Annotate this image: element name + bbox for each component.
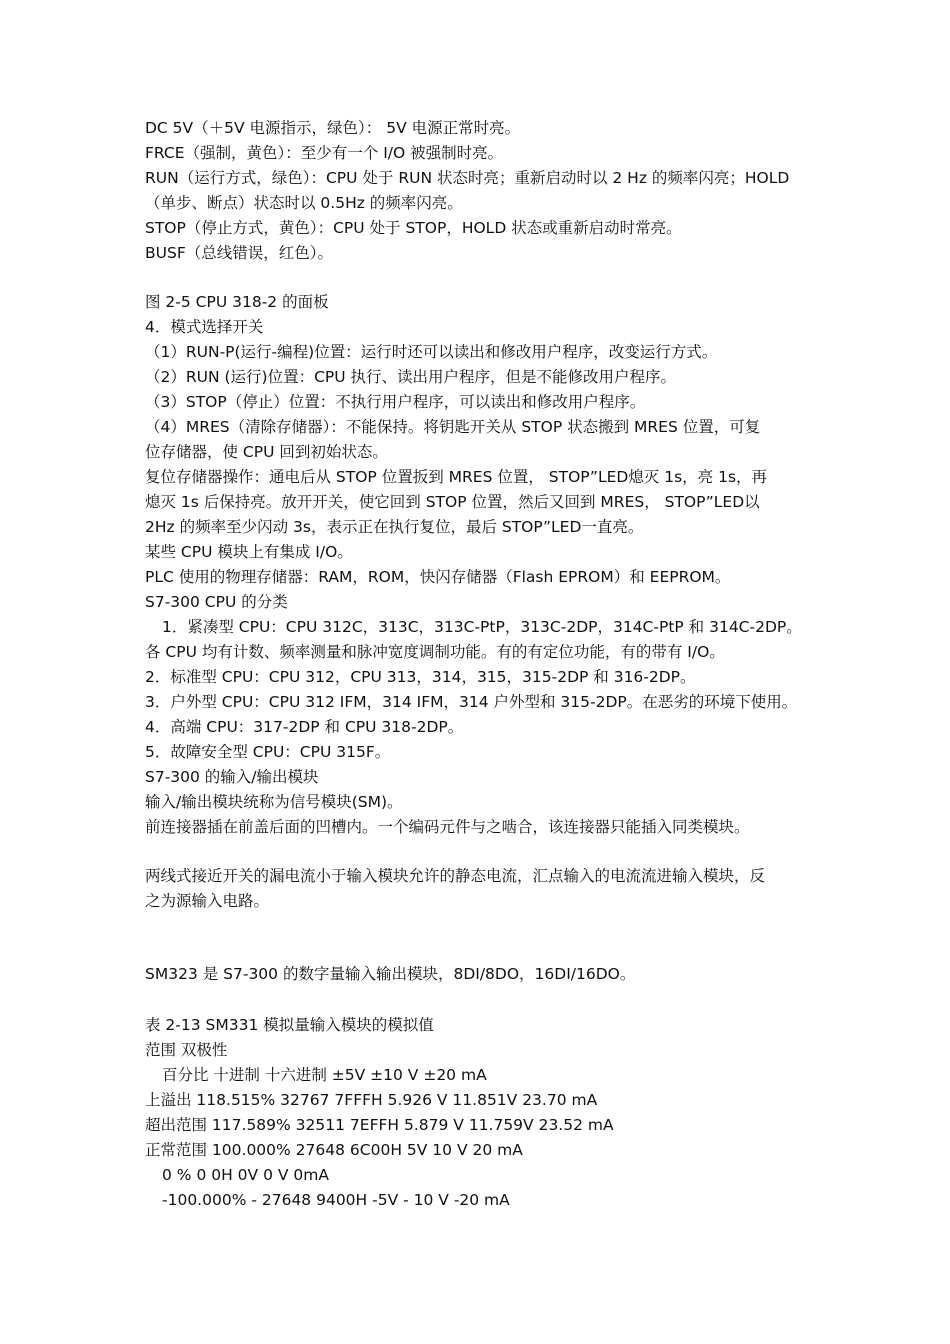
text-line-led-busf: BUSF（总线错误，红色）。 (145, 244, 333, 262)
text-line-led-stop: STOP（停止方式，黄色）：CPU 处于 STOP，HOLD 状态或重新启动时常亮。 (145, 219, 682, 237)
text-line-two-wire: 两线式接近开关的漏电流小于输入模块允许的静态电流，汇点输入的电流流进输入模块，反 (145, 867, 766, 885)
text-line-mres-cont: 位存储器，使 CPU 回到初始状态。 (145, 443, 388, 461)
table-row-overrange: 超出范围 117.589% 32511 7EFFH 5.879 V 11.759V 23.52 mA (145, 1116, 614, 1134)
list-item-standard-cpu: 2．标准型 CPU：CPU 312，CPU 313，314，315，315-2DP 和 316-2DP。 (145, 668, 696, 686)
list-item-compact-cpu: 1．紧凑型 CPU：CPU 312C，313C，313C-PtP，313C-2DP，314C-PtP 和 314C-2DP。 (162, 618, 802, 636)
text-line-led-frce: FRCE（强制，黄色）：至少有一个 I/O 被强制时亮。 (145, 144, 504, 162)
list-item-highend-cpu: 4．高端 CPU：317-2DP 和 CPU 318-2DP。 (145, 718, 464, 736)
list-item-failsafe-cpu: 5．故障安全型 CPU：CPU 315F。 (145, 743, 391, 761)
text-line-led-run-cont: （单步、断点）状态时以 0.5Hz 的频率闪亮。 (145, 194, 463, 212)
table-caption: 表 2-13 SM331 模拟量输入模块的模拟值 (145, 1016, 434, 1034)
text-line-reset-op: 复位存储器操作：通电后从 STOP 位置扳到 MRES 位置， STOP”LED熄灭 1s，亮 1s，再 (145, 468, 768, 486)
text-line-stop: （3）STOP（停止）位置：不执行用户程序，可以读出和修改用户程序。 (145, 393, 646, 411)
table-row-zero: 0 % 0 0H 0V 0 V 0mA (162, 1166, 329, 1184)
text-line-sm323: SM323 是 S7-300 的数字量输入输出模块，8DI/8DO，16DI/16DO。 (145, 965, 636, 983)
text-line-signal-modules: 输入/输出模块统称为信号模块(SM)。 (145, 793, 403, 811)
text-line-two-wire-cont: 之为源输入电路。 (145, 892, 270, 910)
text-line-mres: （4）MRES（清除存储器）：不能保持。将钥匙开关从 STOP 状态搬到 MRES 位置，可复 (145, 418, 761, 436)
table-row-overflow: 上溢出 118.515% 32767 7FFFH 5.926 V 11.851V 23.70 mA (145, 1091, 598, 1109)
table-header-columns: 百分比 十进制 十六进制 ±5V ±10 V ±20 mA (162, 1066, 487, 1084)
text-line-led-run: RUN（运行方式，绿色）：CPU 处于 RUN 状态时亮；重新启动时以 2 Hz 的频率闪亮；HOLD (145, 169, 790, 187)
text-line-run-p: （1）RUN-P(运行-编程)位置：运行时还可以读出和修改用户程序，改变运行方式。 (145, 343, 718, 361)
text-line-led-dc5v: DC 5V（＋5V 电源指示，绿色）： 5V 电源正常时亮。 (145, 119, 521, 137)
section-heading-cpu-types: S7-300 CPU 的分类 (145, 593, 288, 611)
list-item-outdoor-cpu: 3．户外型 CPU：CPU 312 IFM，314 IFM，314 户外型和 315-2DP。在恶劣的环境下使用。 (145, 693, 798, 711)
table-header-range: 范围 双极性 (145, 1041, 228, 1059)
text-line-front-connector: 前连接器插在前盖后面的凹槽内。一个编码元件与之啮合，该连接器只能插入同类模块。 (145, 818, 750, 836)
text-line-compact-cpu-cont: 各 CPU 均有计数、频率测量和脉冲宽度调制功能。有的有定位功能，有的带有 I/O。 (145, 643, 725, 661)
text-line-reset-op-3: 2Hz 的频率至少闪动 3s，表示正在执行复位，最后 STOP”LED一直亮。 (145, 518, 644, 536)
text-line-memory: PLC 使用的物理存储器：RAM，ROM，快闪存储器（Flash EPROM）和 EEPROM。 (145, 568, 731, 586)
section-heading-io-modules: S7-300 的输入/输出模块 (145, 768, 319, 786)
table-row-normal: 正常范围 100.000% 27648 6C00H 5V 10 V 20 mA (145, 1141, 523, 1159)
text-line-reset-op-2: 熄灭 1s 后保持亮。放开开关，使它回到 STOP 位置，然后又回到 MRES， STOP”LED以 (145, 493, 760, 511)
section-heading-mode-switch: 4．模式选择开关 (145, 318, 264, 336)
table-row-negative: -100.000% - 27648 9400H -5V - 10 V -20 mA (162, 1191, 510, 1209)
text-line-integrated-io: 某些 CPU 模块上有集成 I/O。 (145, 543, 353, 561)
figure-caption: 图 2-5 CPU 318-2 的面板 (145, 293, 329, 311)
text-line-run: （2）RUN (运行)位置：CPU 执行、读出用户程序，但是不能修改用户程序。 (145, 368, 677, 386)
